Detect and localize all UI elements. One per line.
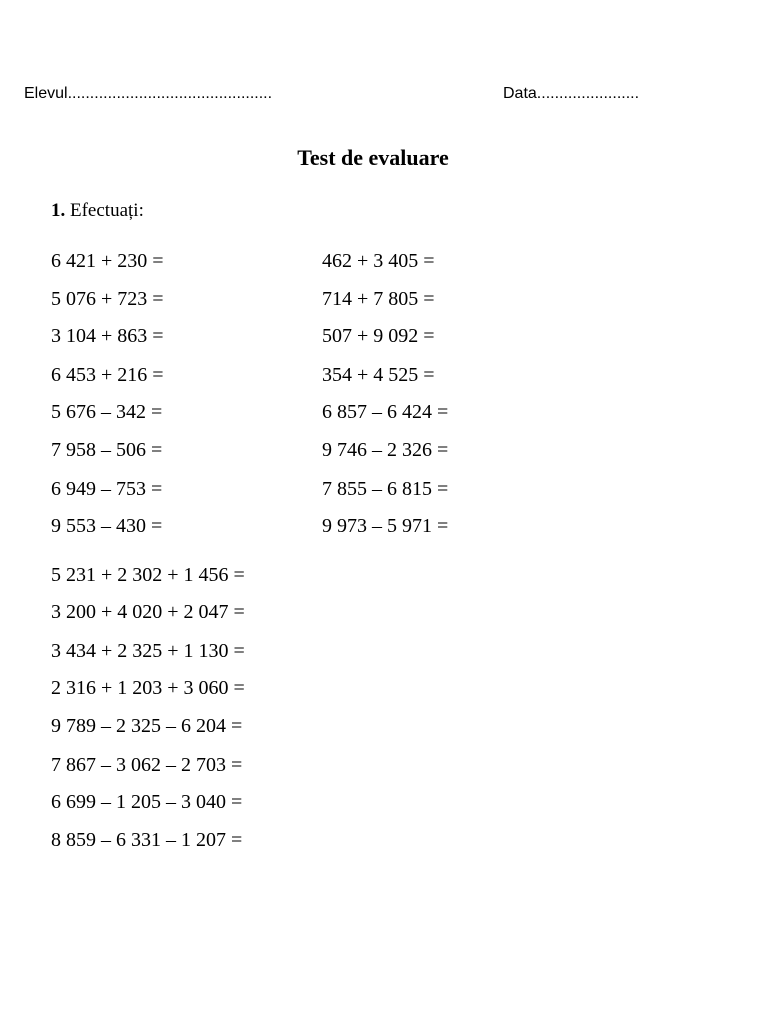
exercise-number: 1. — [51, 200, 66, 221]
exercise-item-left: 5 076 + 723 = — [51, 288, 164, 310]
exercise-item-right: 7 855 – 6 815 = — [322, 478, 449, 500]
exercise-item-three-term: 9 789 – 2 325 – 6 204 = — [51, 715, 243, 737]
exercise-item-right: 9 746 – 2 326 = — [322, 439, 449, 461]
exercise-item-three-term: 5 231 + 2 302 + 1 456 = — [51, 564, 245, 586]
exercise-item-left: 7 958 – 506 = — [51, 439, 163, 461]
exercise-item-left: 6 453 + 216 = — [51, 364, 164, 386]
exercise-item-right: 6 857 – 6 424 = — [322, 401, 449, 423]
exercise-item-three-term: 8 859 – 6 331 – 1 207 = — [51, 829, 243, 851]
page-title: Test de evaluare — [297, 145, 449, 170]
exercise-item-three-term: 3 434 + 2 325 + 1 130 = — [51, 640, 245, 662]
date-line: Data....................... — [503, 85, 640, 102]
exercise-instruction: Efectuați: — [65, 200, 144, 221]
exercise-item-left: 3 104 + 863 = — [51, 325, 164, 347]
exercise-item-right: 354 + 4 525 = — [322, 364, 435, 386]
exercise-item-left: 9 553 – 430 = — [51, 515, 163, 537]
exercise-item-three-term: 3 200 + 4 020 + 2 047 = — [51, 601, 245, 623]
exercise-item-right: 507 + 9 092 = — [322, 325, 435, 347]
exercise-item-three-term: 7 867 – 3 062 – 2 703 = — [51, 754, 243, 776]
student-name-line: Elevul.............................................. — [24, 85, 273, 102]
exercise-item-left: 6 949 – 753 = — [51, 478, 163, 500]
exercise-item-left: 5 676 – 342 = — [51, 401, 163, 423]
exercise-item-three-term: 6 699 – 1 205 – 3 040 = — [51, 791, 243, 813]
exercise-item-right: 714 + 7 805 = — [322, 288, 435, 310]
exercise-heading — [51, 199, 144, 223]
exercise-item-left: 6 421 + 230 = — [51, 250, 164, 272]
exercise-item-right: 9 973 – 5 971 = — [322, 515, 449, 537]
exercise-item-three-term: 2 316 + 1 203 + 3 060 = — [51, 677, 245, 699]
exercise-item-right: 462 + 3 405 = — [322, 250, 435, 272]
